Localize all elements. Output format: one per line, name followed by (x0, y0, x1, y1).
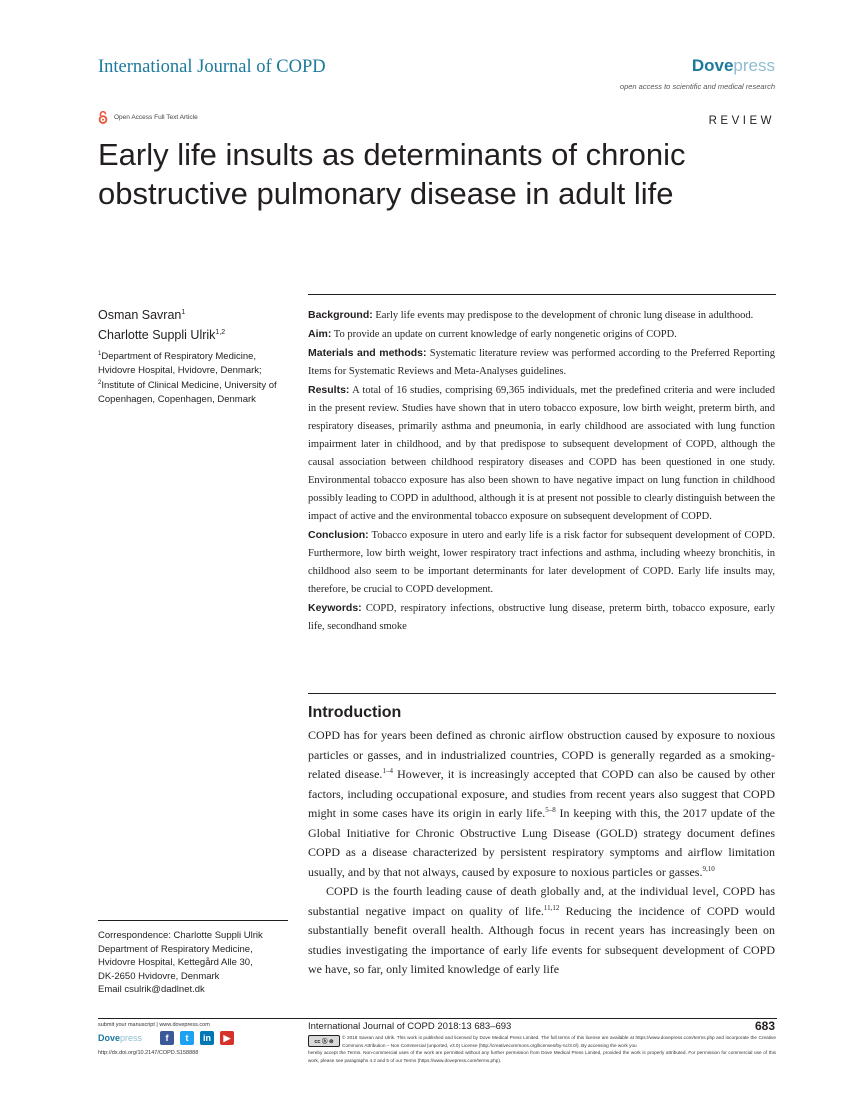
section-heading: Introduction (308, 704, 402, 721)
footer-publisher-logo[interactable]: Dovepress (98, 1033, 143, 1043)
license-text-continued: hereby accept the Terms. Non-commercial uses of the work are permitted without any further permission from Dove Medical Press Limited, provided the work is properly attributed. For permission for commercial use of this work, please see paragraphs 4.2 and 5 of our Terms (https://www.dovepress.com/terms.php). (308, 1050, 776, 1063)
abstract (308, 306, 775, 636)
youtube-icon[interactable]: ▶ (220, 1031, 234, 1045)
publisher-tagline: open access to scientific and medical research (619, 82, 775, 91)
author[interactable]: Charlotte Suppli Ulrik$^{1,2}$ (98, 328, 226, 343)
open-access-icon (98, 111, 108, 124)
divider (308, 294, 776, 295)
citation-ref[interactable]: 9,10 (702, 864, 715, 873)
divider (98, 1018, 777, 1019)
abstract-aim: Aim: To provide an update on current knowledge of early nongenetic origins of COPD. (308, 328, 677, 340)
paragraph: COPD is the fourth leading cause of death globally and, at the individual level, COPD has substantial negative impact on quality of life.$^{11,12}$ Reducing the incidence of COPD would substantially benefit overall health. Although focus in recent years has increasingly been on studies investigating the importance of early life events for subsequent development of COPD we have, so far, only limited knowledge of early life (308, 884, 775, 976)
publisher-logo-light: press (733, 56, 775, 75)
introduction-body (308, 726, 775, 980)
facebook-icon[interactable]: f (160, 1031, 174, 1045)
page-number: 683 (754, 1019, 775, 1033)
citation-ref[interactable]: 11,12 (543, 903, 560, 912)
affiliations: $^1$Department of Respiratory Medicine, Hvidovre Hospital, Hvidovre, Denmark; $^2$Institute of Clinical Medicine, University of Copenhagen, Copenhagen, Denmark (98, 351, 277, 405)
abstract-methods: Materials and methods: Systematic literature review was performed according to the Preferred Reporting Items for Systematic Reviews and Meta-Analyses guidelines. (308, 347, 775, 377)
abstract-background: Background: Early life events may predispose to the development of chronic lung disease in adulthood. (308, 309, 754, 321)
open-access-text: Open Access Full Text Article (114, 114, 198, 121)
article-type: REVIEW (708, 115, 775, 127)
publisher-logo[interactable] (692, 56, 775, 76)
license-text: © 2018 Savran and Ulrik. This work is published and licensed by Dove Medical Press Limited. The full terms of this license are available at https://www.dovepress.com/terms.php and incorporate the Creative Commons Attribution – Non Commercial (unported, v3.0) License (http://creativecommons.org/licenses/by-nc/3.0/). By accessing the work you (342, 1035, 776, 1048)
journal-citation: International Journal of COPD 2018:13 683–693 (308, 1021, 512, 1032)
publisher-logo-bold: Dove (691, 56, 734, 75)
divider (308, 693, 776, 694)
social-links (160, 1031, 234, 1045)
creative-commons-icon[interactable]: cc ⓑ ⊜ (308, 1035, 340, 1047)
paragraph: COPD has for years been defined as chronic airflow obstruction caused by exposure to noxious particles or gasses, and in industrialized countries, COPD is generally regarded as a smoking-related disease.$^{1-4}$ However, it is increasingly accepted that COPD can also be caused by other factors, including occupational exposure, and studies from recent years also suggest that COPD might in some cases have its origin in early life.$^{5-8}$ In keeping with this, the 2017 update of the Global Initiative for Chronic Obstructive Lung Disease (GOLD) strategy document defines COPD as a disease characterized by persistent respiratory symptoms and airflow limitation usually, and by that not always, caused by exposure to noxious particles or gasses.$^{9,10}$ (308, 728, 776, 879)
twitter-icon[interactable]: t (180, 1031, 194, 1045)
author[interactable]: Osman Savran$^1$ (98, 308, 186, 323)
open-access-label (98, 111, 198, 124)
divider (98, 920, 288, 921)
abstract-conclusion: Conclusion: Tobacco exposure in utero and early life is a risk factor for subsequent development of COPD. Furthermore, low birth weight, lower respiratory tract infections and asthma, including wheezy bronchitis, in childhood also seem to be important determinants for later development of COPD. Early life insults may, therefore, be crucial to COPD development. (308, 529, 776, 595)
citation-ref[interactable]: 5–8 (545, 806, 556, 814)
abstract-keywords: Keywords: COPD, respiratory infections, obstructive lung disease, preterm birth, tobacco exposure, early life, secondhand smoke (308, 602, 776, 632)
linkedin-icon[interactable]: in (200, 1031, 214, 1045)
doi-link[interactable]: http://dx.doi.org/10.2147/COPD.S158888 (98, 1050, 199, 1056)
article-title: Early life insults as determinants of chronic obstructive pulmonary disease in adult life (98, 137, 686, 211)
abstract-results: Results: A total of 16 studies, comprising 69,365 individuals, met the predefined criteria and were included in the present review. Studies have shown that in utero tobacco exposure, low birth weight, preterm birth, and respiratory diseases, primarily asthma and pneumonia, in early childhood are associated with lung function impairment later in childhood, and by that predispose to subsequent development of COPD, although the causal association between childhood respiratory diseases and COPD has been questioned in one study. Environmental tobacco exposure has also been shown to have negative impact on lung function in childhood possibly leading to COPD in adulthood, although it is at present not possible to clearly distinguish between the impact of active and the environmental tobacco exposure on subsequent development of COPD. (308, 384, 775, 522)
correspondence: Correspondence: Charlotte Suppli Ulrik Department of Respiratory Medicine, Hvidovre Hospital, Kettegård Alle 30, DK-2650 Hvidovre, Denmark Email csulrik@dadlnet.dk (98, 929, 298, 997)
citation-ref[interactable]: 1–4 (382, 767, 393, 775)
author-list (98, 304, 225, 344)
submit-manuscript-link[interactable]: submit your manuscript | www.dovepress.com (98, 1022, 210, 1028)
email-link[interactable]: Email csulrik@dadlnet.dk (98, 984, 205, 995)
journal-name: International Journal of COPD (98, 57, 326, 77)
